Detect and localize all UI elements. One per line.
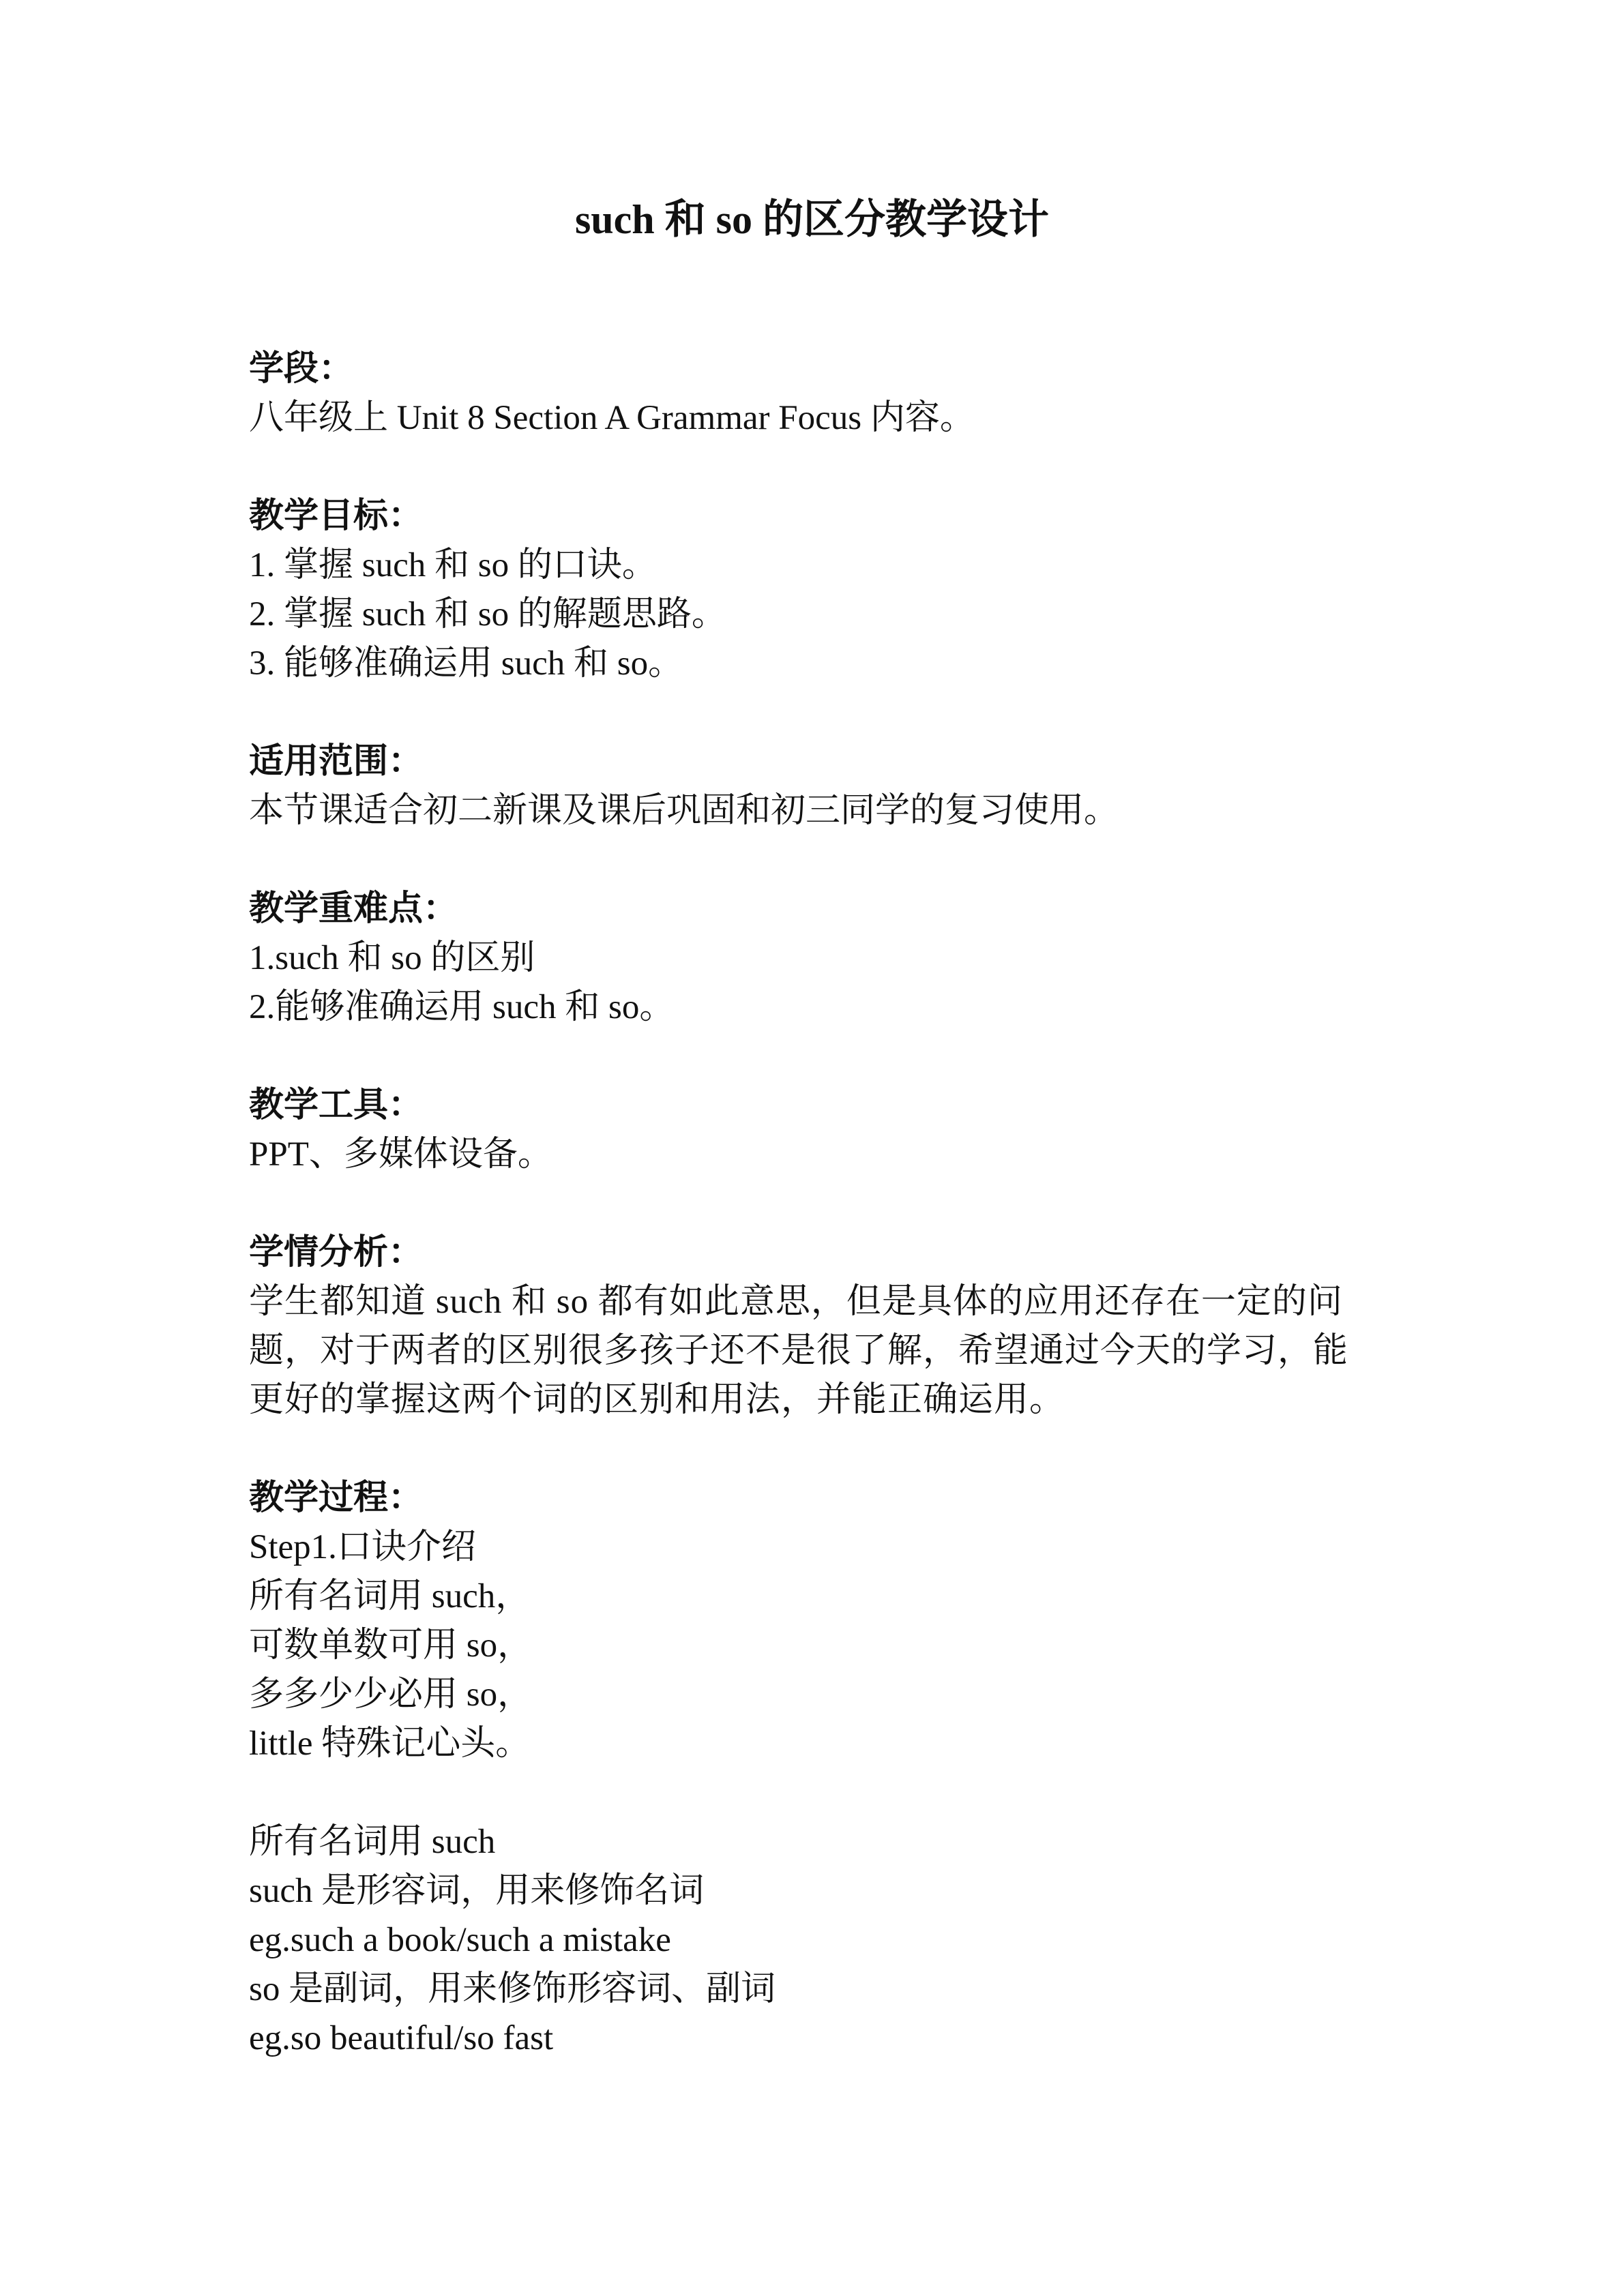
document-body <box>249 344 1395 2112</box>
section-line: 3. 能够准确运用 such 和 so。 <box>249 644 683 683</box>
section-heading: 教学过程： <box>249 1479 424 1517</box>
closing-block <box>249 1817 1395 2063</box>
section-objectives <box>249 492 1395 688</box>
section-line: 2.能够准确运用 such 和 so。 <box>249 988 675 1026</box>
section-heading: 适用范围： <box>249 743 424 781</box>
section-line: 可数单数可用 so， <box>249 1626 533 1665</box>
section-heading: 教学工具： <box>249 1086 424 1124</box>
section-student-analysis <box>249 1228 1395 1425</box>
section-line: 多多少少必用 so， <box>249 1675 533 1714</box>
section-grade <box>249 344 1395 443</box>
section-heading: 学情分析： <box>249 1234 424 1272</box>
section-heading: 教学重难点： <box>249 890 458 928</box>
section-line: little 特殊记心头。 <box>249 1725 531 1763</box>
closing-line: so 是副词，用来修饰形容词、副词 <box>249 1970 776 2008</box>
closing-line: eg.such a book/such a mistake <box>249 1921 671 1959</box>
section-line: 本节课适合初二新课及课后巩固和初三同学的复习使用。 <box>249 792 1119 830</box>
section-scope <box>249 737 1395 835</box>
section-line: Step1.口诀介绍 <box>249 1528 476 1566</box>
closing-line: 所有名词用 such <box>249 1823 496 1861</box>
document-title: such 和 so 的区分教学设计 <box>574 197 1050 242</box>
section-line: 1. 掌握 such 和 so 的口诀。 <box>249 546 657 584</box>
closing-line: eg.so beautiful/so fast <box>249 2019 554 2057</box>
section-line: 1.such 和 so 的区别 <box>249 939 535 977</box>
section-process <box>249 1474 1395 1768</box>
section-line: PPT、多媒体设备。 <box>249 1135 552 1174</box>
section-tools <box>249 1081 1395 1179</box>
closing-line: such 是形容词，用来修饰名词 <box>249 1872 705 1910</box>
section-key-points <box>249 884 1395 1032</box>
section-line: 所有名词用 such， <box>249 1577 531 1615</box>
section-heading: 教学目标： <box>249 497 424 535</box>
section-heading: 学段： <box>249 350 354 388</box>
section-line: 2. 掌握 such 和 so 的解题思路。 <box>249 595 726 633</box>
section-paragraph: 学生都知道 such 和 so 都有如此意思，但是具体的应用还存在一定的问题，对于两者的区别很多孩子还不是很了解，希望通过今天的学习，能更好的掌握这两个词的区别和用法，并能正确运用。 <box>249 1283 1349 1419</box>
section-line: 八年级上 Unit 8 Section A Grammar Focus 内容。 <box>249 399 975 437</box>
